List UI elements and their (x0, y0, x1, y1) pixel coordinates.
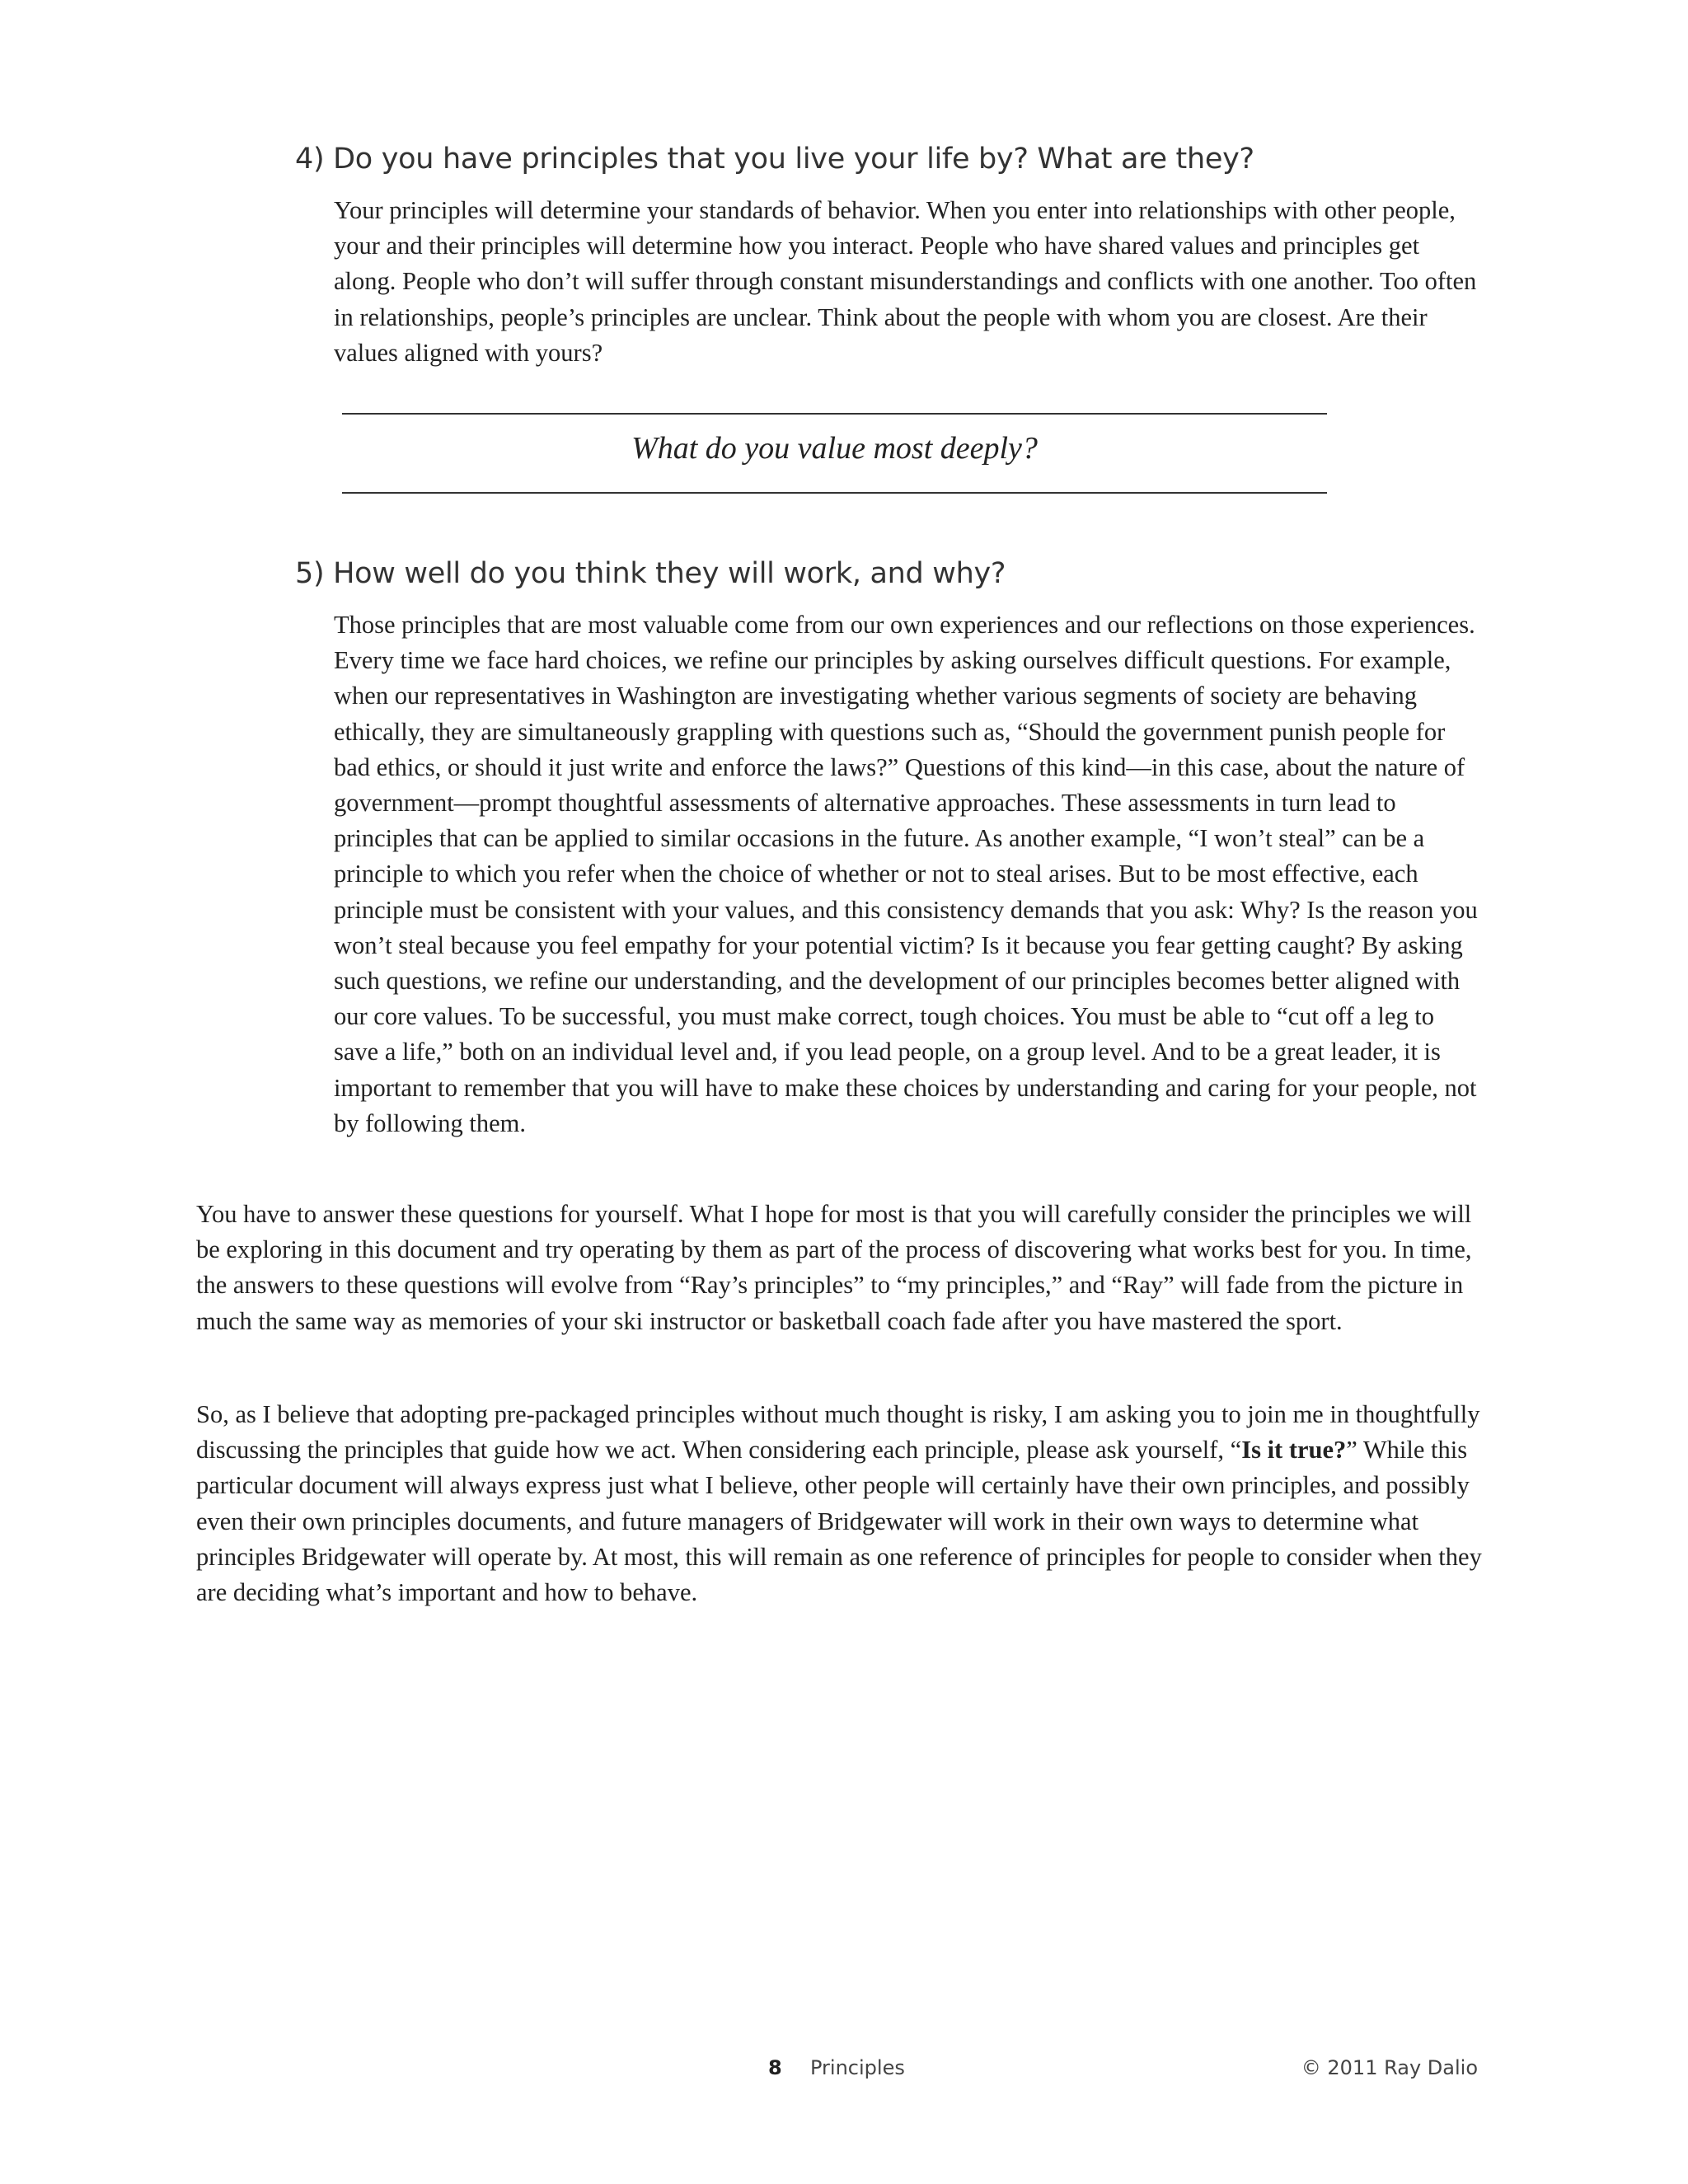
paragraph-answer-questions: You have to answer these questions for yourself. What I hope for most is that you will carefully consider the principles we will be exploring in this document and try operating by them as part of the process of discovering what works best for you. In time, the answers to these questions will evolve from “Ray’s principles” to “my principles,” and “Ray” will fade from the picture in much the same way as memories of your ski instructor or basketball coach fade after you have mastered the sport. (196, 1200, 1472, 1335)
pull-quote-top-rule (342, 413, 1327, 415)
question-5-text: Those principles that are most valuable come from our own experiences and our reflections on those experiences. Every time we face hard choices, we refine our principles by asking ourselves difficult questions. For example, when our representatives in Washington are investigating whether various segments of society are behaving ethically, they are simultaneously grappling with questions such as, “Should the government punish people for bad ethics, or should it just write and enforce the laws?” Questions of this kind—in this case, about the nature of government—prompt thoughtful assessments of alternative approaches. These assessments in turn lead to principles that can be applied to similar occasions in the future. As another example, “I won’t steal” can be a principle to which you refer when the choice of whether or not to steal arises. But to be most effective, each principle must be consistent with your values, and this consistency demands that you ask: Why? Is the reason you won’t steal because you feel empathy for your potential victim? Is it because you fear getting caught? By asking such questions, we refine our understanding, and the development of our principles becomes better aligned with our core values. To be successful, you must make correct, tough choices. You must be able to “cut off a leg to save a life,” both on an individual level and, if you lead people, on a group level. And to be a great leader, it is important to remember that you will have to make these choices by understanding and caring for your people, not by following them. (334, 611, 1478, 1137)
paragraph-is-it-true (196, 1397, 1482, 1610)
question-5-heading: 5) How well do you think they will work, and why? (295, 557, 1006, 590)
footer-page-number: 8 (768, 2056, 782, 2079)
footer-document-title: Principles (810, 2056, 905, 2079)
paragraph-is-it-true-start: So, as I believe that adopting pre-packaged principles without much thought is risky, I am asking you to join me in thoughtfully discussing the principles that guide how we act. When considering each principle, please ask yourself, “ (196, 1400, 1480, 1465)
pull-quote: What do you value most deeply? (631, 431, 1038, 466)
pull-quote-bottom-rule (342, 492, 1327, 494)
question-4-heading: 4) Do you have principles that you live your life by? What are they? (295, 143, 1254, 176)
footer-copyright: © 2011 Ray Dalio (1301, 2056, 1478, 2079)
paragraph-is-it-true-end: ” While this particular document will always express just what I believe, other people will certainly have their own principles, and possibly even their own principles documents, and future managers of Bridgewater will work in their own ways to determine what principles Bridgewater will operate by. At most, this will remain as one reference of principles for people to consider when they are deciding what’s important and how to behave. (196, 1436, 1482, 1607)
question-4-text: Your principles will determine your standards of behavior. When you enter into relationships with other people, your and their principles will determine how you interact. People who have shared values and principles get along. People who don’t will suffer through constant misunderstandings and conflicts with one another. Too often in relationships, people’s principles are unclear. Think about the people with whom you are closest. Are their values aligned with yours? (334, 196, 1477, 367)
is-it-true-emphasis: Is it true? (1241, 1436, 1347, 1465)
